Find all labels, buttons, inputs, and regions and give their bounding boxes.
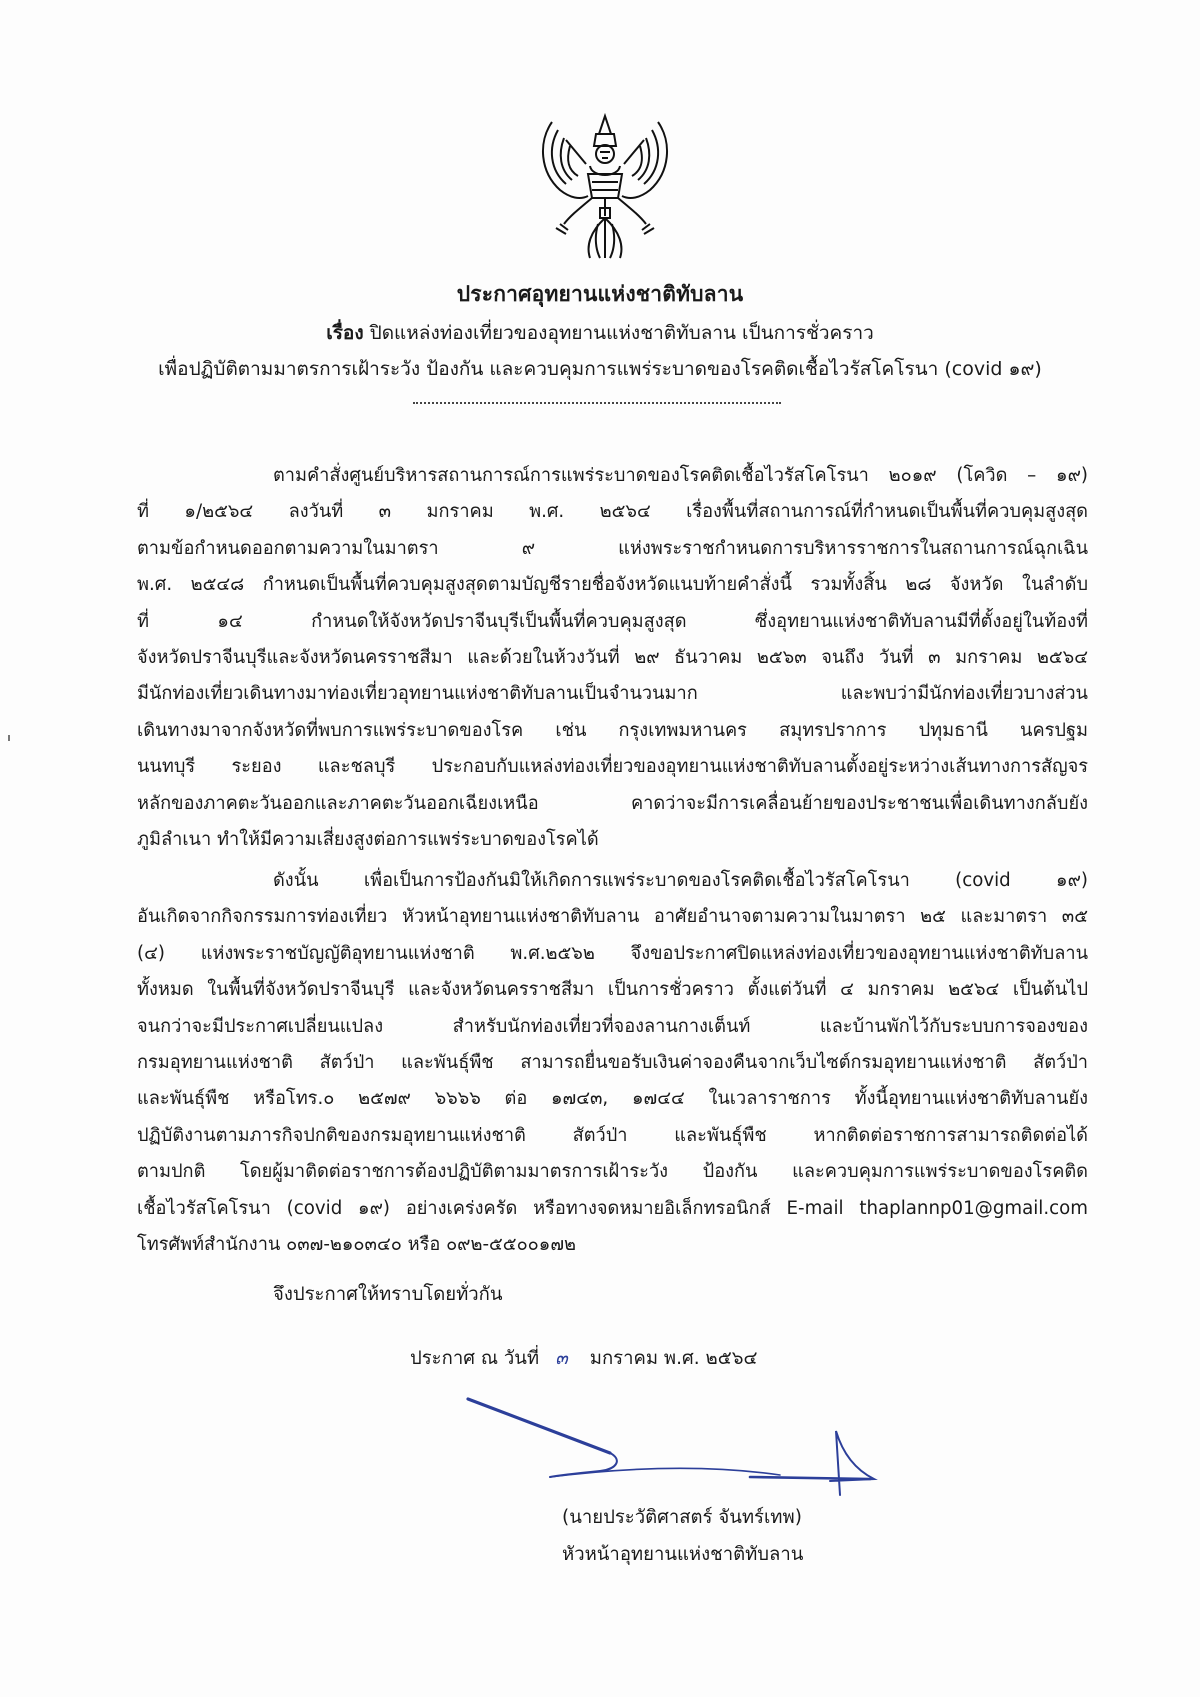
paragraph-1 — [137, 458, 1088, 858]
subject-line — [0, 318, 1200, 348]
paragraph-line: ที่ ๑/๒๕๖๔ ลงวันที่ ๓ มกราคม พ.ศ. ๒๕๖๔ เรื่องพื้นที่สถานการณ์ที่กำหนดเป็นพื้นที่ควบคุมสูงสุด — [137, 501, 1088, 523]
garuda-emblem-icon — [530, 112, 680, 262]
paragraph-line: เดินทางมาจากจังหวัดที่พบการแพร่ระบาดของโรค เช่น กรุงเทพมหานคร สมุทรปราการ ปทุมธานี นครปฐม — [137, 719, 1088, 741]
paragraph-line: ตามข้อกำหนดออกตามความในมาตรา ๙ แห่งพระราชกำหนดการบริหารราชการในสถานการณ์ฉุกเฉิน — [137, 537, 1088, 559]
paragraph-line: ตามปกติ โดยผู้มาติดต่อราชการต้องปฏิบัติตามมาตรการเฝ้าระวัง ป้องกัน และควบคุมการแพร่ระบาดของโรคติด — [137, 1161, 1088, 1183]
paragraph-line: อันเกิดจากกิจกรรมการท่องเที่ยว หัวหน้าอุทยานแห่งชาติทับลาน อาศัยอำนาจตามความในมาตรา ๒๕ และมาตรา ๓๕ — [137, 906, 1088, 928]
paragraph-line-phone: โทรศัพท์สำนักงาน ๐๓๗-๒๑๐๓๔๐ หรือ ๐๙๒-๕๕๐๐๑๗๒ — [137, 1234, 576, 1256]
subject-text: ปิดแหล่งท่องเที่ยวของอุทยานแห่งชาติทับลาน เป็นการชั่วคราว — [369, 322, 874, 344]
paragraph-line: จนกว่าจะมีประกาศเปลี่ยนแปลง สำหรับนักท่องเที่ยวที่จองลานกางเต็นท์ และบ้านพักไว้กับระบบการจองของ — [137, 1015, 1088, 1037]
paragraph-line: ภูมิลำเนา ทำให้มีความเสี่ยงสูงต่อการแพร่ระบาดของโรคได้ — [137, 829, 599, 851]
paragraph-line: พ.ศ. ๒๕๔๘ กำหนดเป็นพื้นที่ควบคุมสูงสุดตามบัญชีรายชื่อจังหวัดแนบท้ายคำสั่งนี้ รวมทั้งสิ้น ๒๘ จังหวัด ในลำดับ — [137, 574, 1088, 596]
subject-line-2: เพื่อปฏิบัติตามมาตรการเฝ้าระวัง ป้องกัน และควบคุมการแพร่ระบาดของโรคติดเชื้อไวรัสโคโรนา (covid ๑๙) — [158, 358, 1042, 380]
paragraph-line: กรมอุทยานแห่งชาติ สัตว์ป่า และพันธุ์พืช สามารถยื่นขอรับเงินค่าจองคืนจากเว็บไซต์กรมอุทยานแห่งชาติ สัตว์ป่า — [137, 1052, 1088, 1074]
paragraph-line: มีนักท่องเที่ยวเดินทางมาท่องเที่ยวอุทยานแห่งชาติทับลานเป็นจำนวนมาก และพบว่ามีนักท่องเที่ยวบางส่วน — [137, 683, 1088, 705]
paragraph-line: ที่ ๑๔ กำหนดให้จังหวัดปราจีนบุรีเป็นพื้นที่ควบคุมสูงสุด ซึ่งอุทยานแห่งชาติทับลานมีที่ตั้งอยู่ในท้องที่ — [137, 610, 1088, 632]
closing-statement: จึงประกาศให้ทราบโดยทั่วกัน — [273, 1284, 503, 1305]
paragraph-line: ทั้งหมด ในพื้นที่จังหวัดปราจีนบุรี และจังหวัดนครราชสีมา เป็นการชั่วคราว ตั้งแต่วันที่ ๔ มกราคม ๒๕๖๔ เป็นต้นไป — [137, 979, 1088, 1001]
paragraph-line: ดังนั้น เพื่อเป็นการป้องกันมิให้เกิดการแพร่ระบาดของโรคติดเชื้อไวรัสโคโรนา (covid ๑๙) — [273, 870, 1088, 891]
signer-name: (นายประวัติศาสตร์ จันทร์เทพ) — [562, 1507, 802, 1528]
paragraph-line: จังหวัดปราจีนบุรีและจังหวัดนครราชสีมา และด้วยในห้วงวันที่ ๒๙ ธันวาคม ๒๕๖๓ จนถึง วันที่ ๓ มกราคม ๒๕๖๔ — [137, 647, 1088, 669]
date-day-handwritten: ๓ — [555, 1348, 568, 1369]
dotted-separator — [413, 402, 781, 404]
paragraph-2 — [137, 863, 1088, 1263]
paragraph-line: (๔) แห่งพระราชบัญญัติอุทยานแห่งชาติ พ.ศ.๒๕๖๒ จึงขอประกาศปิดแหล่งท่องเที่ยวของอุทยานแห่งชาติทับลาน — [137, 942, 1088, 964]
signer-position: หัวหน้าอุทยานแห่งชาติทับลาน — [562, 1544, 804, 1565]
announcement-date — [410, 1344, 757, 1373]
date-month-year: มกราคม พ.ศ. ๒๕๖๔ — [589, 1348, 758, 1369]
paragraph-line: นนทบุรี ระยอง และชลบุรี ประกอบกับแหล่งท่องเที่ยวของอุทยานแห่งชาติทับลานตั้งอยู่ระหว่างเส้นทางการสัญจร — [137, 756, 1088, 778]
subject-label: เรื่อง — [326, 322, 364, 344]
paragraph-line: หลักของภาคตะวันออกและภาคตะวันออกเฉียงเหนือ คาดว่าจะมีการเคลื่อนย้ายของประชาชนเพื่อเดินทางกลับยัง — [137, 792, 1088, 814]
announcement-title: ประกาศอุทยานแห่งชาติทับลาน — [456, 282, 744, 306]
paragraph-line: และพันธุ์พืช หรือโทร.๐ ๒๕๗๙ ๖๖๖๖ ต่อ ๑๗๔๓, ๑๗๔๔ ในเวลาราชการ ทั้งนี้อุทยานแห่งชาติทับลานยัง — [137, 1088, 1088, 1110]
paragraph-line: ตามคำสั่งศูนย์บริหารสถานการณ์การแพร่ระบาดของโรคติดเชื้อไวรัสโคโรนา ๒๐๑๙ (โควิด – ๑๙) — [273, 465, 1088, 486]
scan-mark — [8, 735, 10, 741]
paragraph-line: ปฏิบัติงานตามภารกิจปกติของกรมอุทยานแห่งชาติ สัตว์ป่า และพันธุ์พืช หากติดต่อราชการสามารถติดต่อได้ — [137, 1124, 1088, 1146]
signature-icon — [450, 1385, 890, 1515]
date-prefix: ประกาศ ณ วันที่ — [410, 1348, 540, 1369]
paragraph-line-email: เชื้อไวรัสโคโรนา (covid ๑๙) อย่างเคร่งครัด หรือทางจดหมายอิเล็กทรอนิกส์ E-mail thaplannp01@gmail.com — [137, 1197, 1088, 1219]
